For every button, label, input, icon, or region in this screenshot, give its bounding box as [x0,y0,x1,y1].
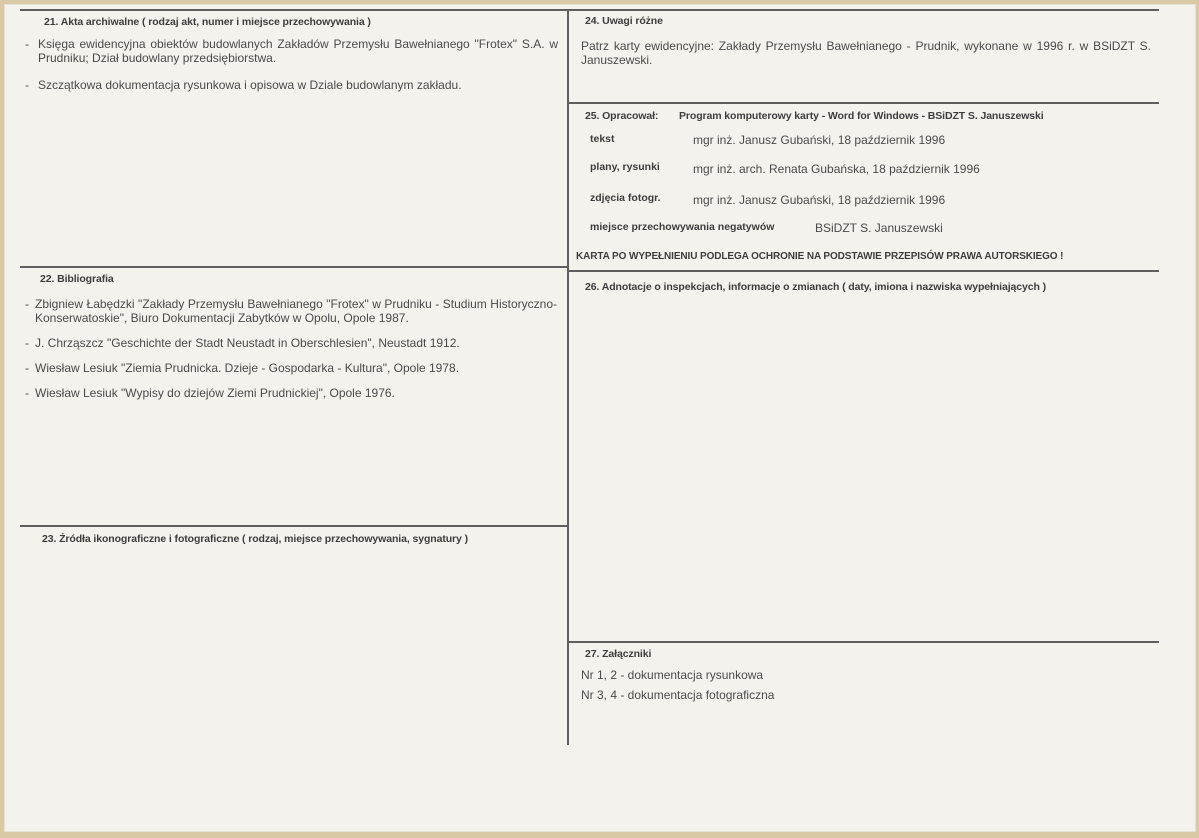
author-label-photos: zdjęcia fotogr. [590,192,661,204]
section-23-heading: 23. Źródła ikonograficzne i fotograficzne ( rodzaj, miejsce przechowywania, sygnatury ) [42,533,468,545]
bibliography-item: Wiesław Lesiuk "Ziemia Prudnicka. Dzieje - Gospodarka - Kultura", Opole 1978. [35,361,460,375]
section-21-heading: 21. Akta archiwalne ( rodzaj akt, numer i miejsce przechowywania ) [44,16,371,28]
program-credit: Program komputerowy karty - Word for Windows - BSiDZT S. Januszewski [679,110,1044,122]
list-bullet: - [25,386,29,400]
list-bullet: - [25,37,29,51]
negatives-label: miejsce przechowywania negatywów [590,221,775,233]
author-value-photos: mgr inż. Janusz Gubański, 18 październik 1996 [693,193,946,207]
archive-item: Szczątkowa dokumentacja rysunkowa i opisowa w Dziale budowlanym zakładu. [38,78,462,92]
rule-26-27 [567,641,1159,643]
author-value-text: mgr inż. Janusz Gubański, 18 październik 1996 [693,133,946,147]
top-rule [20,9,1159,11]
attachment-item: Nr 1, 2 - dokumentacja rysunkowa [581,668,764,682]
rule-24-25 [567,102,1159,104]
bibliography-item: J. Chrząszcz "Geschichte der Stadt Neustadt in Oberschlesien", Neustadt 1912. [35,336,460,350]
list-bullet: - [25,78,29,92]
negatives-value: BSiDZT S. Januszewski [815,221,943,235]
section-24-heading: 24. Uwagi różne [585,15,663,27]
list-bullet: - [25,297,29,311]
section-22-heading: 22. Bibliografia [40,273,114,285]
remarks-text: Patrz karty ewidencyjne: Zakłady Przemysłu Bawełnianego - Prudnik, wykonane w 1996 r. w BSiDZT S. Januszewski. [581,39,1151,67]
section-25-heading: 25. Opracował: [585,110,659,122]
section-27-heading: 27. Załączniki [585,648,652,660]
attachment-item: Nr 3, 4 - dokumentacja fotograficzna [581,688,775,702]
author-label-plans: plany, rysunki [590,161,660,173]
rule-21-22 [20,266,569,268]
archive-item: Księga ewidencyjna obiektów budowlanych Zakładów Przemysłu Bawełnianego "Frotex" S.A. w Prudniku; Dział budowlany przedsiębiorstwa. [38,37,558,65]
author-label-text: tekst [590,133,615,145]
bibliography-item: Wiesław Lesiuk "Wypisy do dziejów Ziemi Prudnickiej", Opole 1976. [35,386,395,400]
center-divider [567,9,569,745]
rule-25-26 [567,270,1159,272]
list-bullet: - [25,361,29,375]
author-value-plans: mgr inż. arch. Renata Gubańska, 18 październik 1996 [693,162,980,176]
list-bullet: - [25,336,29,350]
rule-22-23 [20,525,569,527]
record-card [4,4,1196,832]
section-26-heading: 26. Adnotacje o inspekcjach, informacje o zmianach ( daty, imiona i nazwiska wypełniających ) [585,281,1047,293]
copyright-notice: KARTA PO WYPEŁNIENIU PODLEGA OCHRONIE NA PODSTAWIE PRZEPISÓW PRAWA AUTORSKIEGO ! [576,251,1064,262]
bibliography-item: Zbigniew Łabędzki "Zakłady Przemysłu Bawełnianego "Frotex" w Prudniku - Studium Historyczno-Konserwatoskie", Biuro Dokumentacji Zabytków w Opolu, Opole 1987. [35,297,557,325]
